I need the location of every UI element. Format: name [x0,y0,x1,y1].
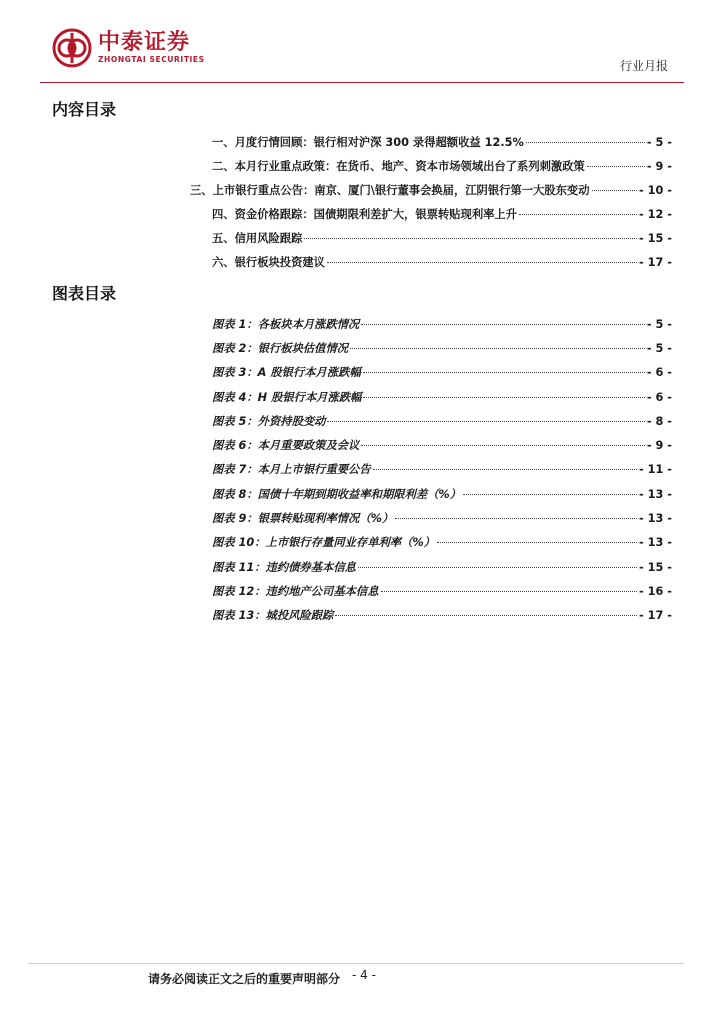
figure-item-text: 图表 10：上市银行存量同业存单利率（%） [212,536,436,549]
figure-item[interactable] [212,486,672,502]
toc-item[interactable] [190,182,672,198]
figure-item[interactable] [212,559,672,575]
figure-item-page: - 15 - [639,561,672,574]
figure-item-text: 图表 13：城投风险跟踪 [212,609,334,622]
figure-item[interactable] [212,583,672,599]
toc-leader [395,518,637,519]
toc-leader [587,166,645,167]
figure-item-page: - 13 - [639,512,672,525]
toc-leader [592,190,638,191]
figure-item[interactable] [212,364,672,380]
toc-item[interactable] [212,254,672,270]
footer-divider [28,963,684,964]
toc-item-text: 六、银行板块投资建议 [212,256,325,269]
toc-item[interactable] [212,134,672,150]
toc-item-page: - 17 - [639,256,672,269]
figure-item-text: 图表 5：外资持股变动 [212,415,326,428]
figure-item-text: 图表 12：违约地产公司基本信息 [212,585,379,598]
report-type: 行业月报 [619,59,668,73]
figure-item-page: - 6 - [646,366,672,379]
toc-leader [363,397,644,398]
figure-item-text: 图表 8：国债十年期到期收益率和期限利差（%） [212,488,462,501]
figure-item[interactable] [212,413,672,429]
toc-leader [361,324,645,325]
figure-item[interactable] [212,534,672,550]
toc-item-text: 四、资金价格跟踪：国债期限利差扩大，银票转贴现利率上升 [212,208,518,221]
toc-item-page: - 5 - [646,136,672,149]
toc-leader [327,421,644,422]
figure-item-text: 图表 11：违约债券基本信息 [212,561,356,574]
toc-item-page: - 12 - [639,208,672,221]
figure-item-page: - 5 - [646,342,672,355]
toc-item-page: - 15 - [639,232,672,245]
figure-item-page: - 17 - [639,609,672,622]
toc-leader [304,238,637,239]
footer-disclaimer: 请务必阅读正文之后的重要声明部分 [148,972,341,986]
toc-leader [358,567,637,568]
toc-leader [463,494,637,495]
figure-item-page: - 13 - [639,536,672,549]
figure-item-page: - 13 - [639,488,672,501]
figure-item-page: - 16 - [639,585,672,598]
zhongtai-logo-icon [52,28,92,68]
figure-item[interactable] [212,510,672,526]
toc-item-text: 一、月度行情回顾：银行相对沪深 300 录得超额收益 12.5% [212,136,524,149]
figure-item[interactable] [212,461,672,477]
figure-item-text: 图表 7：本月上市银行重要公告 [212,463,371,476]
brand-name-cn: 中泰证券 [98,30,191,55]
figure-item-text: 图表 4：H 股银行本月涨跌幅 [212,391,362,404]
figure-item-page: - 8 - [646,415,672,428]
toc-item-text: 二、本月行业重点政策：在货币、地产、资本市场领域出台了系列刺激政策 [212,160,585,173]
figure-item-page: - 6 - [646,391,672,404]
toc-leader [361,445,645,446]
toc-leader [350,348,645,349]
brand-name-en: ZHONGTAI SECURITIES [98,55,205,64]
toc-leader [363,372,645,373]
toc-leader [327,262,637,263]
toc-item[interactable] [212,158,672,174]
toc-item-text: 五、信用风险跟踪 [212,232,303,245]
toc-leader [381,591,638,592]
toc-item[interactable] [212,230,672,246]
toc-leader [437,542,637,543]
toc-leader [526,142,645,143]
figure-item-text: 图表 9：银票转贴现利率情况（%） [212,512,394,525]
toc-leader [519,214,637,215]
figure-item[interactable] [212,340,672,356]
contents-title: 内容目录 [52,100,117,119]
toc-item-page: - 10 - [639,184,672,197]
toc-leader [335,615,637,616]
header-divider [40,82,684,83]
toc-leader [373,469,637,470]
toc-item-page: - 9 - [646,160,672,173]
figure-item[interactable] [212,437,672,453]
figures-title: 图表目录 [52,284,117,303]
toc-item[interactable] [212,206,672,222]
figure-item[interactable] [212,389,672,405]
figure-item-text: 图表 2：银行板块估值情况 [212,342,349,355]
figure-item[interactable] [212,316,672,332]
figure-item-text: 图表 6：本月重要政策及会议 [212,439,360,452]
brand-logo [52,28,205,68]
figure-item-page: - 11 - [639,463,672,476]
figure-item-text: 图表 3：A 股银行本月涨跌幅 [212,366,361,379]
figure-item[interactable] [212,607,672,623]
figure-item-text: 图表 1：各板块本月涨跌情况 [212,318,360,331]
page-header [0,0,724,90]
page-number: - 4 - [352,968,376,982]
figure-item-page: - 9 - [646,439,672,452]
figure-item-page: - 5 - [646,318,672,331]
toc-item-text: 三、上市银行重点公告：南京、厦门\银行董事会换届，江阴银行第一大股东变动 [190,184,590,197]
